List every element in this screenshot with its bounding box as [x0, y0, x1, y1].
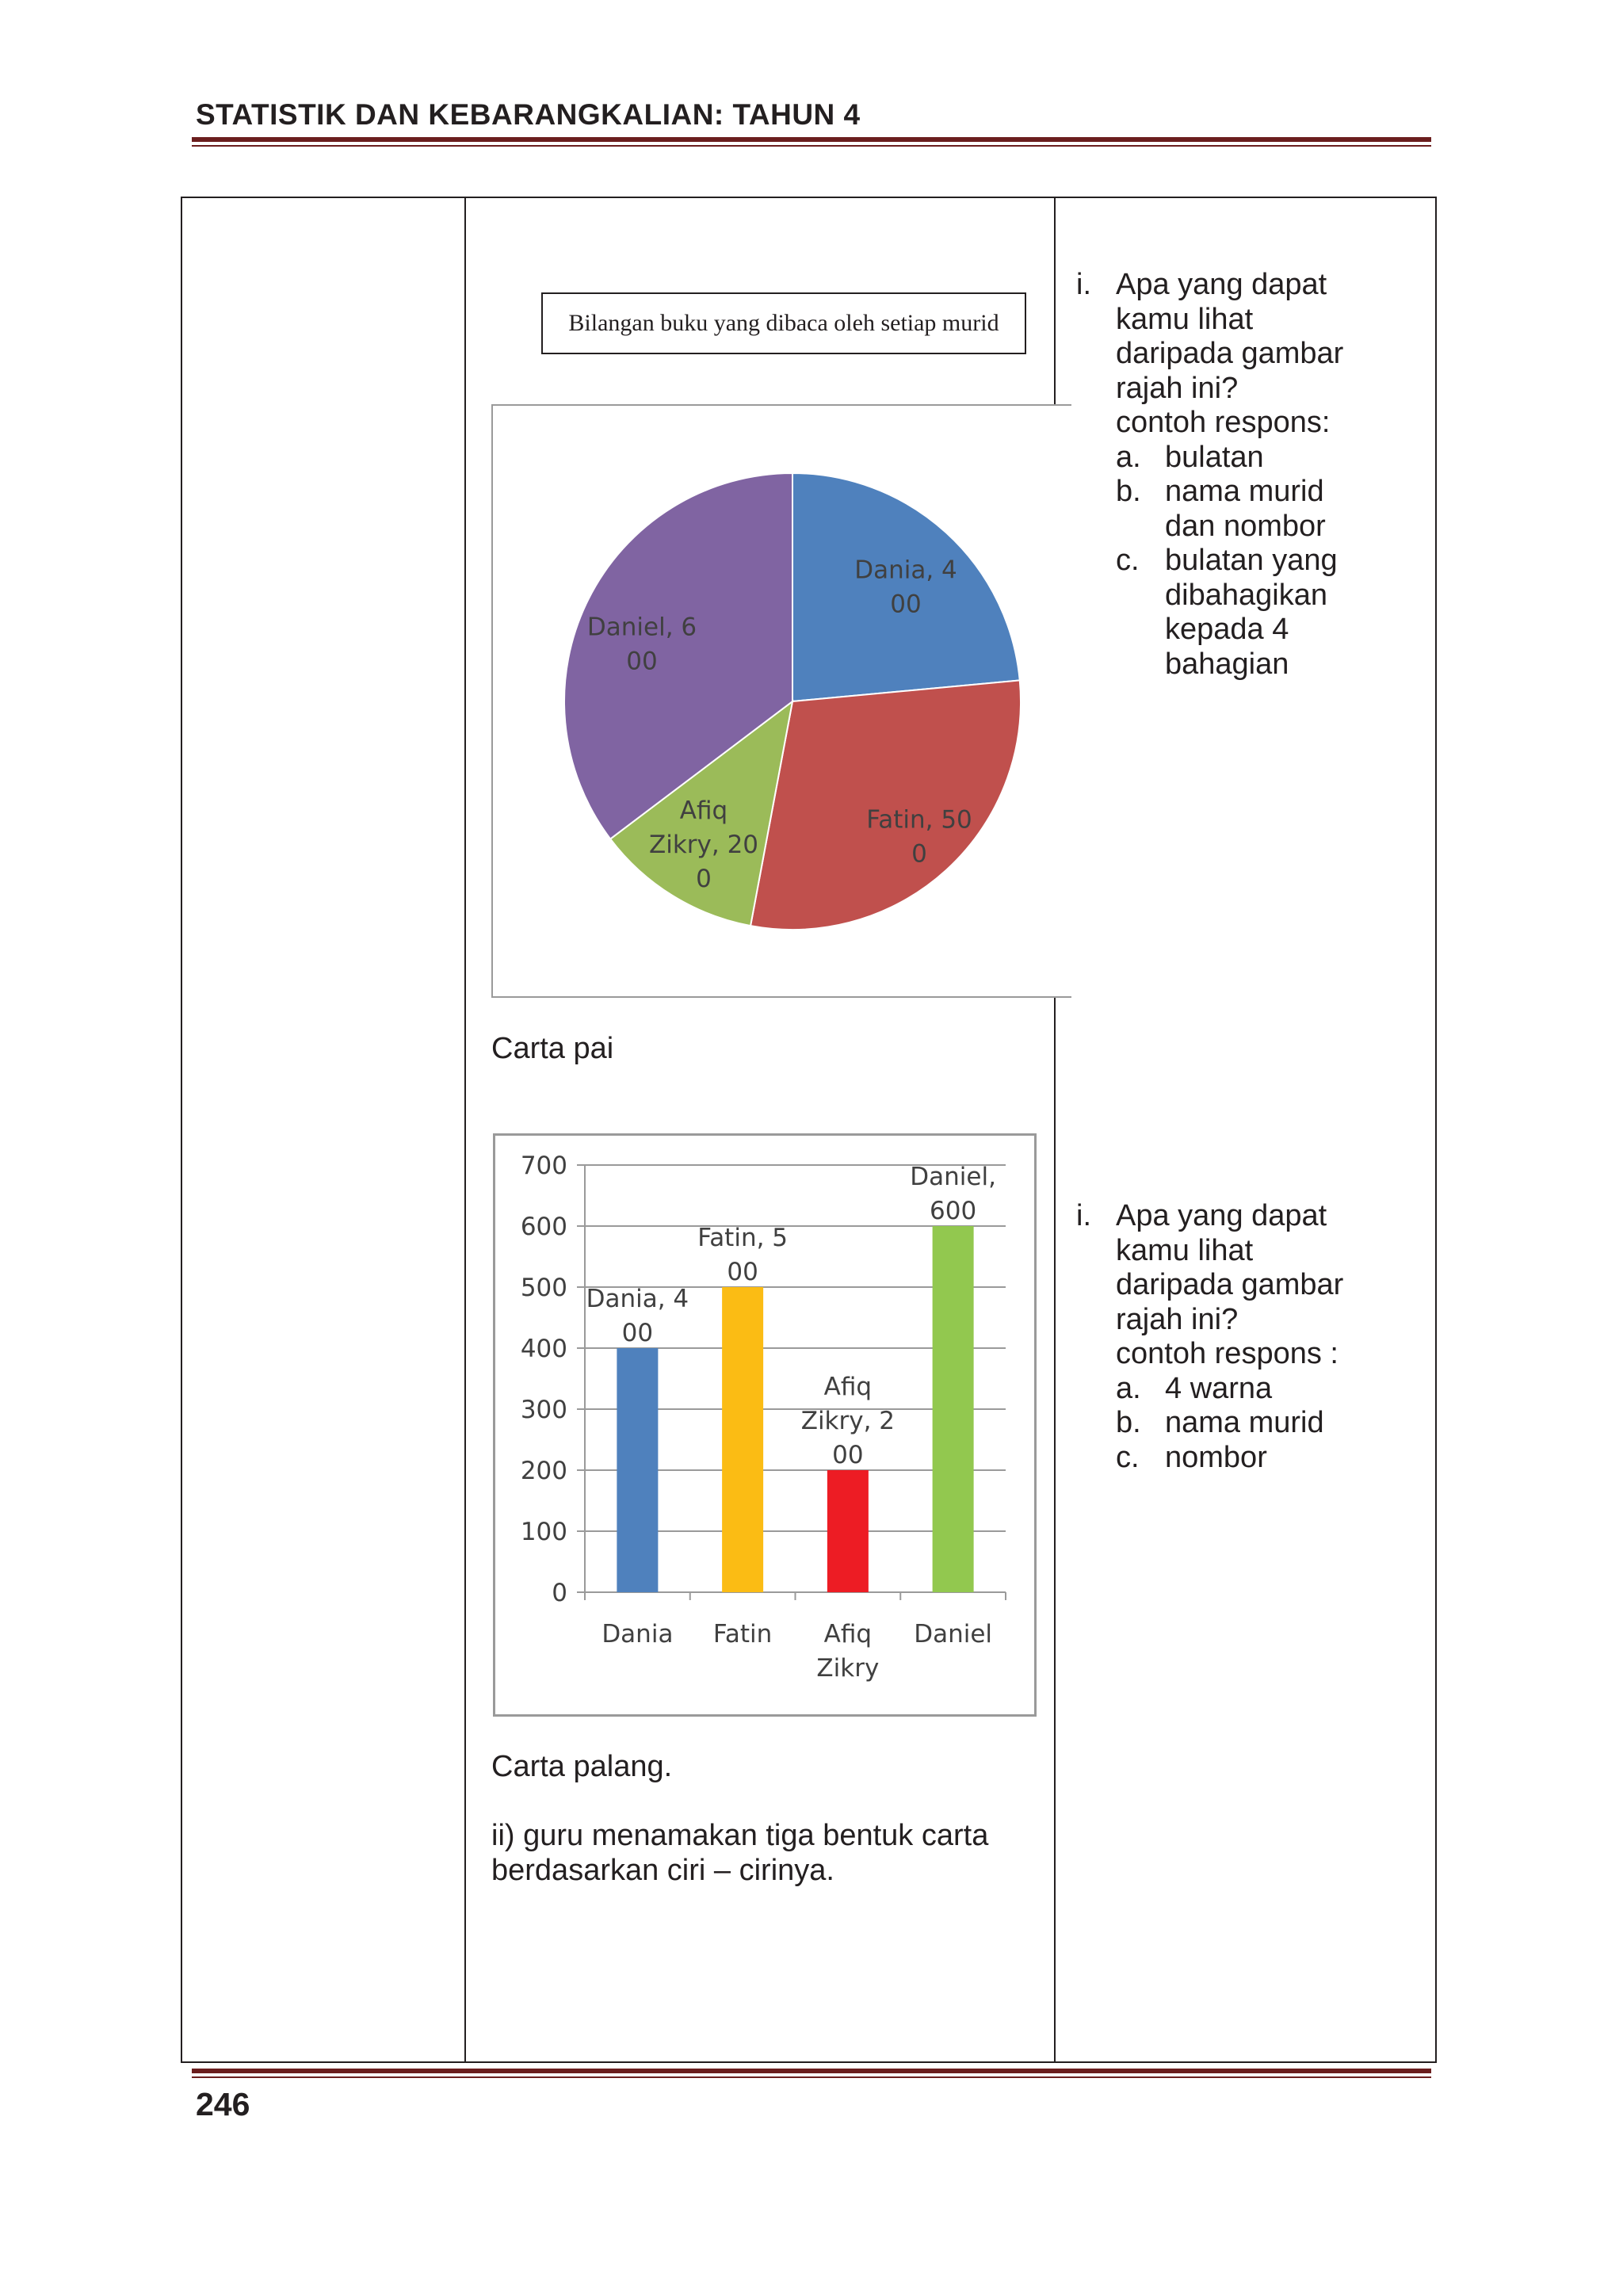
teacher-note-line2: berdasarkan ciri – cirinya.: [491, 1854, 834, 1887]
footer-rule-thin: [192, 2076, 1431, 2078]
question-line: rajah ini?: [1116, 371, 1239, 405]
question-line: daripada gambar: [1116, 1268, 1344, 1301]
y-tick-label: 100: [520, 1518, 567, 1546]
bar-label-dania: Dania, 4 00: [586, 1284, 689, 1347]
answer-item: a. 4 warna: [1116, 1371, 1273, 1405]
x-tick-label: Fatin: [712, 1620, 773, 1648]
question-bar: [1076, 1199, 1425, 1475]
question-line: rajah ini?: [1116, 1302, 1239, 1336]
bar-fatin: [722, 1287, 763, 1592]
pie-label-daniel: Daniel, 6 00: [586, 613, 697, 676]
question-line: kamu lihat: [1116, 1233, 1254, 1267]
question-line: Apa yang dapat: [1116, 1199, 1327, 1232]
bar-chart: [493, 1133, 1037, 1717]
x-tick-label: Afiq Zikry: [816, 1620, 880, 1683]
bar-chart-caption: Carta palang.: [491, 1750, 673, 1783]
x-tick-label: Daniel: [914, 1620, 993, 1648]
pie-slice-dania: [792, 473, 1020, 701]
question-pie: [1076, 268, 1425, 682]
answer-item: b. nama murid dan nombor: [1116, 475, 1326, 543]
bar-label-daniel: Daniel, 600: [910, 1162, 996, 1225]
y-tick-label: 500: [520, 1274, 567, 1302]
bar-afiq-zikry: [827, 1470, 869, 1592]
answer-item: a. bulatan: [1116, 440, 1264, 474]
bar-label-fatin: Fatin, 5 00: [697, 1223, 789, 1286]
question-number: i.: [1076, 268, 1091, 301]
bar-dania: [617, 1348, 658, 1592]
y-tick-label: 200: [520, 1457, 567, 1485]
y-tick-label: 300: [520, 1396, 567, 1424]
pie-label-fatin: Fatin, 50 0: [866, 805, 972, 869]
answer-item: c. bulatan yang dibahagikan kepada 4 bahagian: [1116, 544, 1338, 681]
pie-chart-title: Bilangan buku yang dibaca oleh setiap murid: [541, 292, 1026, 354]
question-line: daripada gambar: [1116, 337, 1344, 370]
pie-label-dania: Dania, 4 00: [854, 556, 957, 619]
x-tick-label: Dania: [601, 1620, 674, 1648]
y-tick-label: 400: [520, 1335, 567, 1363]
answer-item: b. nama murid: [1116, 1406, 1324, 1439]
question-number: i.: [1076, 1199, 1091, 1232]
header-rule-thin: [192, 145, 1431, 147]
page-header-title: STATISTIK DAN KEBARANGKALIAN: TAHUN 4: [196, 98, 861, 131]
footer-rule: [192, 2069, 1431, 2073]
pie-chart-caption: Carta pai: [491, 1032, 614, 1065]
question-line: Apa yang dapat: [1116, 268, 1327, 301]
page-number: 246: [196, 2086, 250, 2122]
pie-label-afiq-zikry: Afiq Zikry, 20 0: [648, 796, 759, 893]
answer-item: c. nombor: [1116, 1440, 1267, 1474]
pie-chart: [491, 404, 1071, 998]
question-line: contoh respons:: [1116, 406, 1331, 439]
question-line: contoh respons :: [1116, 1337, 1338, 1370]
bar-daniel: [933, 1226, 974, 1592]
question-line: kamu lihat: [1116, 302, 1254, 336]
bar-label-afiq-zikry: Afiq Zikry, 2 00: [800, 1372, 896, 1469]
header-rule: [192, 137, 1431, 142]
y-tick-label: 600: [520, 1213, 567, 1241]
teacher-note-line1: ii) guru menamakan tiga bentuk carta: [491, 1819, 989, 1852]
y-tick-label: 700: [520, 1152, 567, 1180]
y-tick-label: 0: [552, 1579, 567, 1607]
